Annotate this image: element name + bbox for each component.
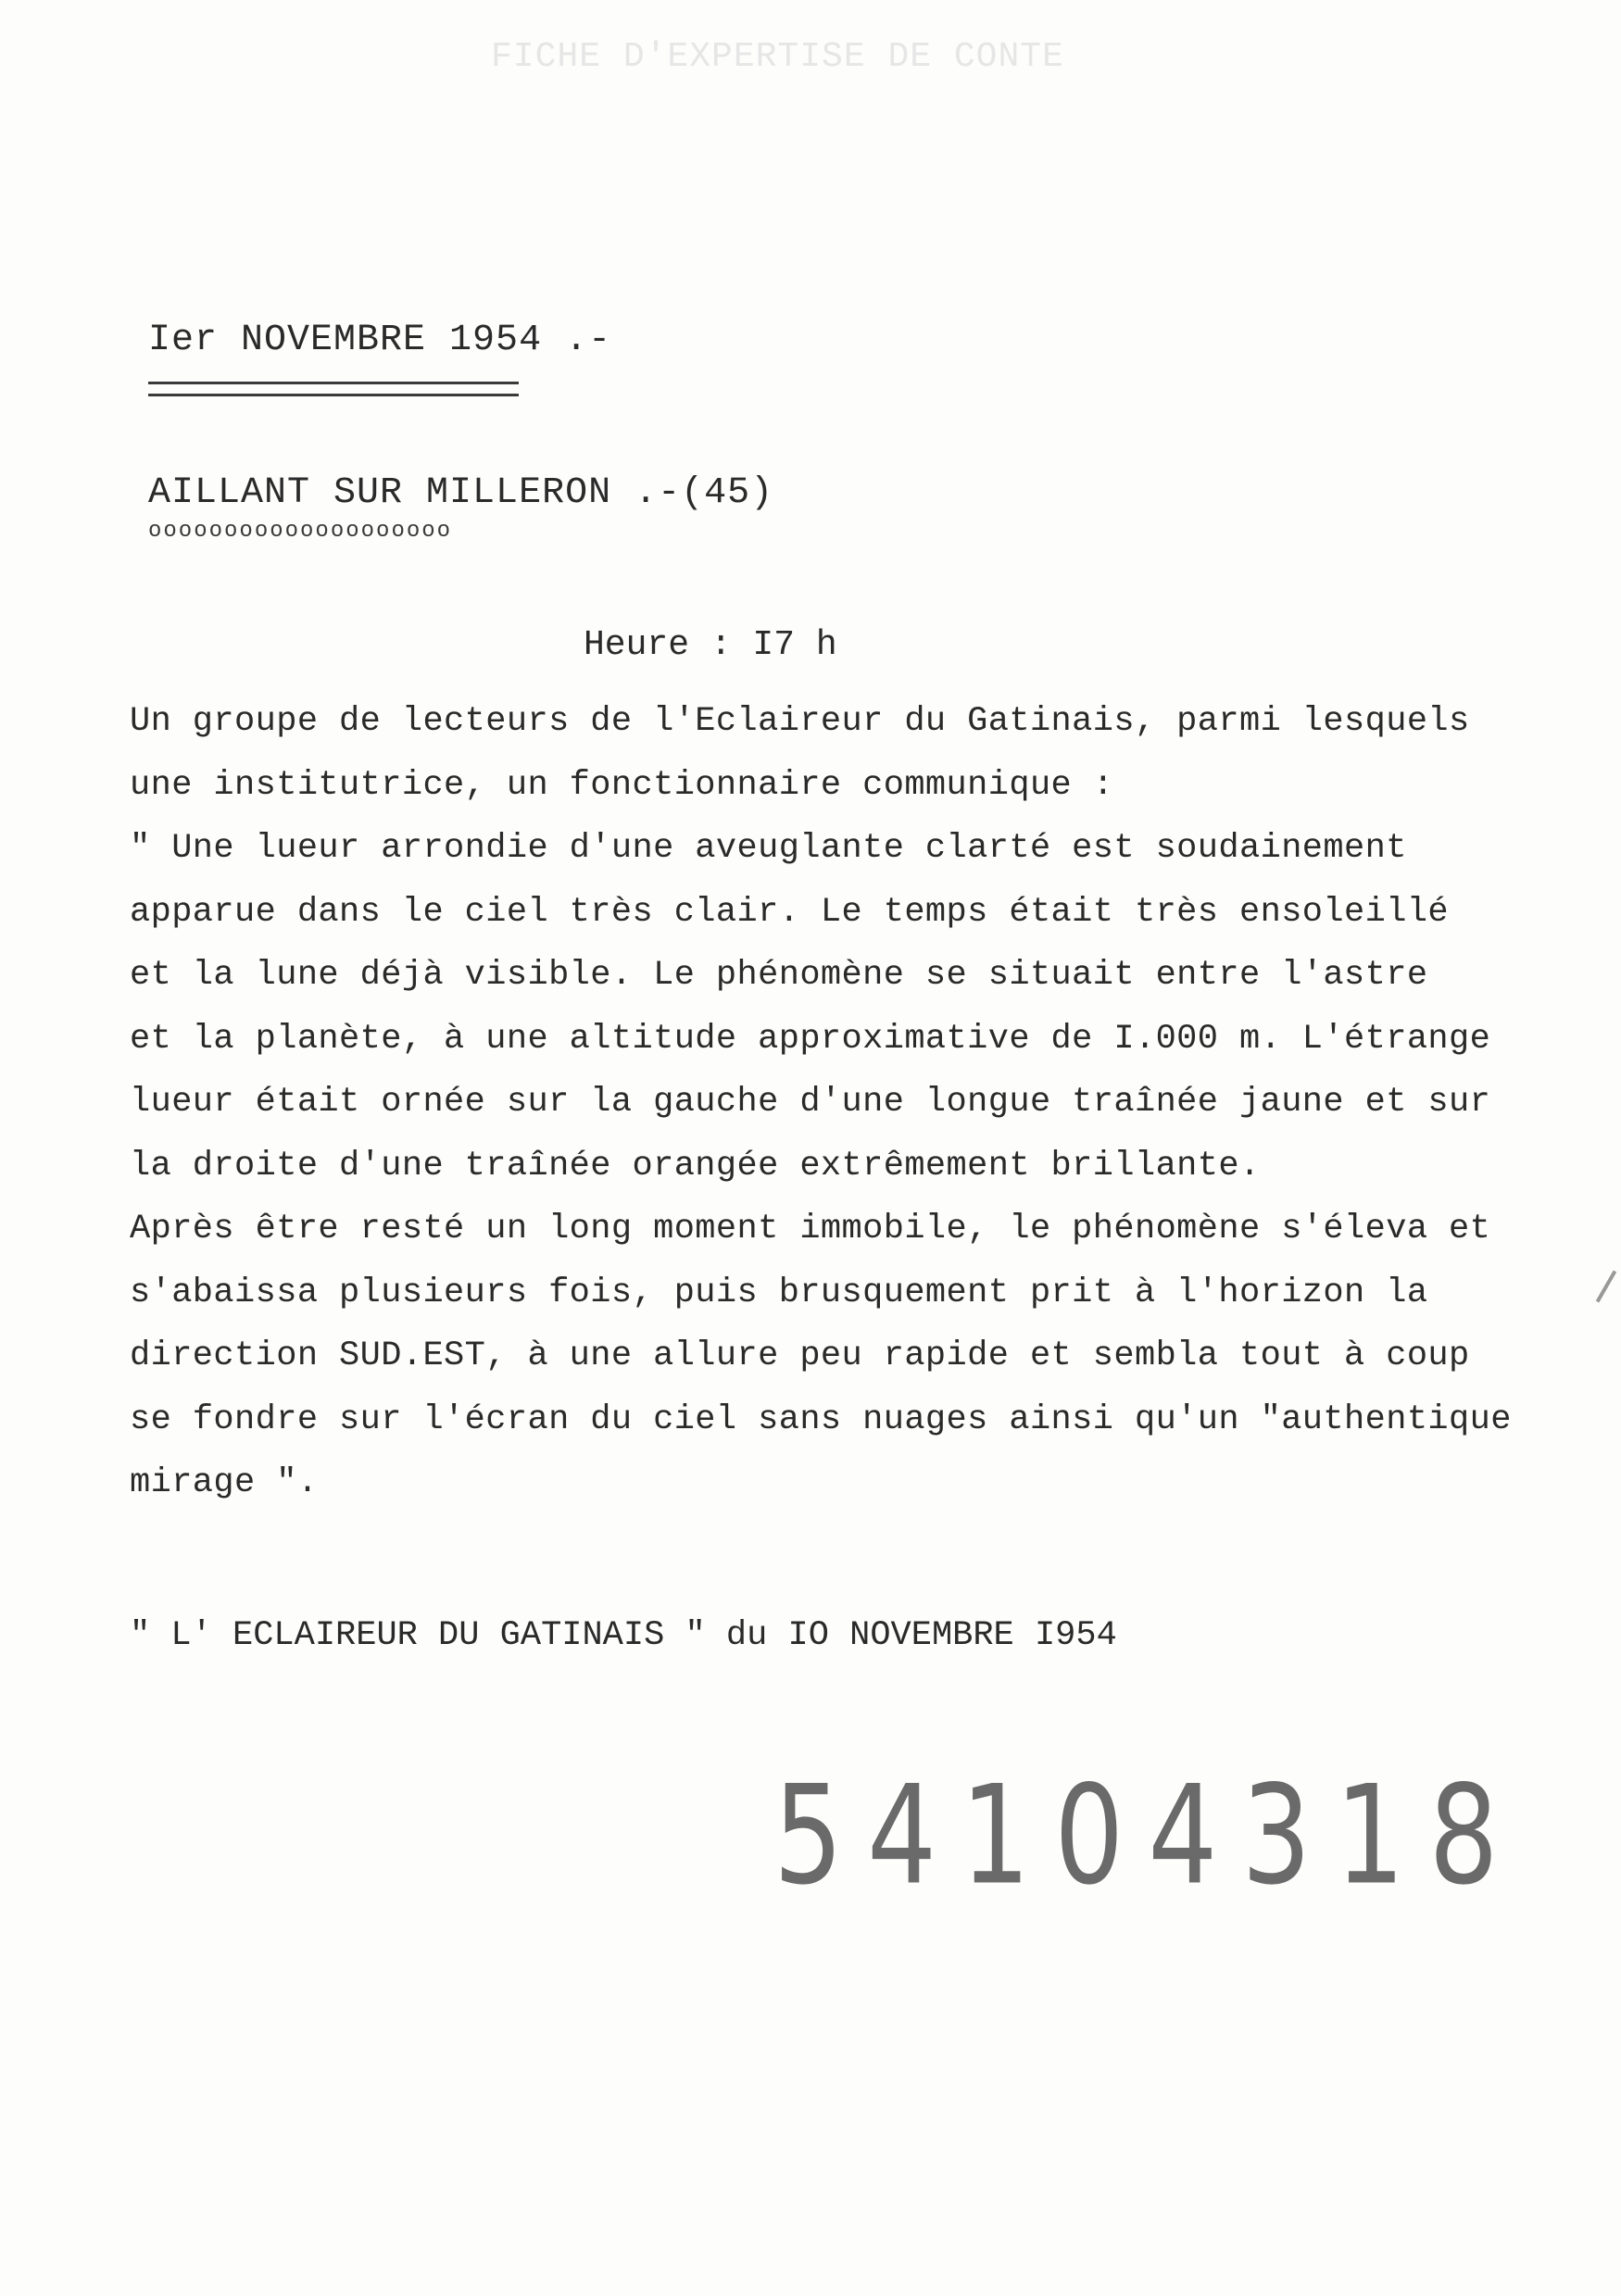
body-line: une institutrice, un fonctionnaire communique : [130,765,1114,805]
time-line: Heure : I7 h [584,625,837,665]
date-underline [148,382,519,396]
report-body [130,690,1575,1515]
body-line: se fondre sur l'écran du ciel sans nuages ainsi qu'un "authentique [130,1399,1512,1439]
body-line: s'abaissa plusieurs fois, puis brusquement prit à l'horizon la [130,1273,1428,1312]
body-line: la droite d'une traînée orangée extrêmement brillante. [130,1146,1261,1186]
archive-stamp-number: 54104318 [773,1755,1523,1915]
body-line: " Une lueur arrondie d'une aveuglante clarté est soudainement [130,829,1407,868]
date-heading: Ier NOVEMBRE 1954 .- [148,320,612,361]
body-line: et la planète, à une altitude approximative de I.000 m. L'étrange [130,1019,1491,1059]
body-line: mirage ". [130,1463,319,1502]
body-line: apparue dans le ciel très clair. Le temps était très ensoleillé [130,892,1450,932]
source-citation: " L' ECLAIREUR DU GATINAIS " du IO NOVEMBRE I954 [130,1616,1117,1655]
body-line: Après être resté un long moment immobile, le phénomène s'éleva et [130,1210,1491,1248]
bleed-through-header: FICHE D'EXPERTISE DE CONTE [491,37,1064,77]
margin-mark [1596,1271,1616,1303]
body-line: lueur était ornée sur la gauche d'une longue traînée jaune et sur [130,1083,1491,1122]
body-line: direction SUD.EST, à une allure peu rapide et sembla tout à coup [130,1336,1470,1375]
body-line: et la lune déjà visible. Le phénomène se situait entre l'astre [130,956,1428,995]
place-heading: AILLANT SUR MILLERON .-(45) [148,472,774,514]
place-underline: oooooooooooooooooooo [148,519,453,544]
body-line: Un groupe de lecteurs de l'Eclaireur du Gatinais, parmi lesquels [130,702,1470,741]
